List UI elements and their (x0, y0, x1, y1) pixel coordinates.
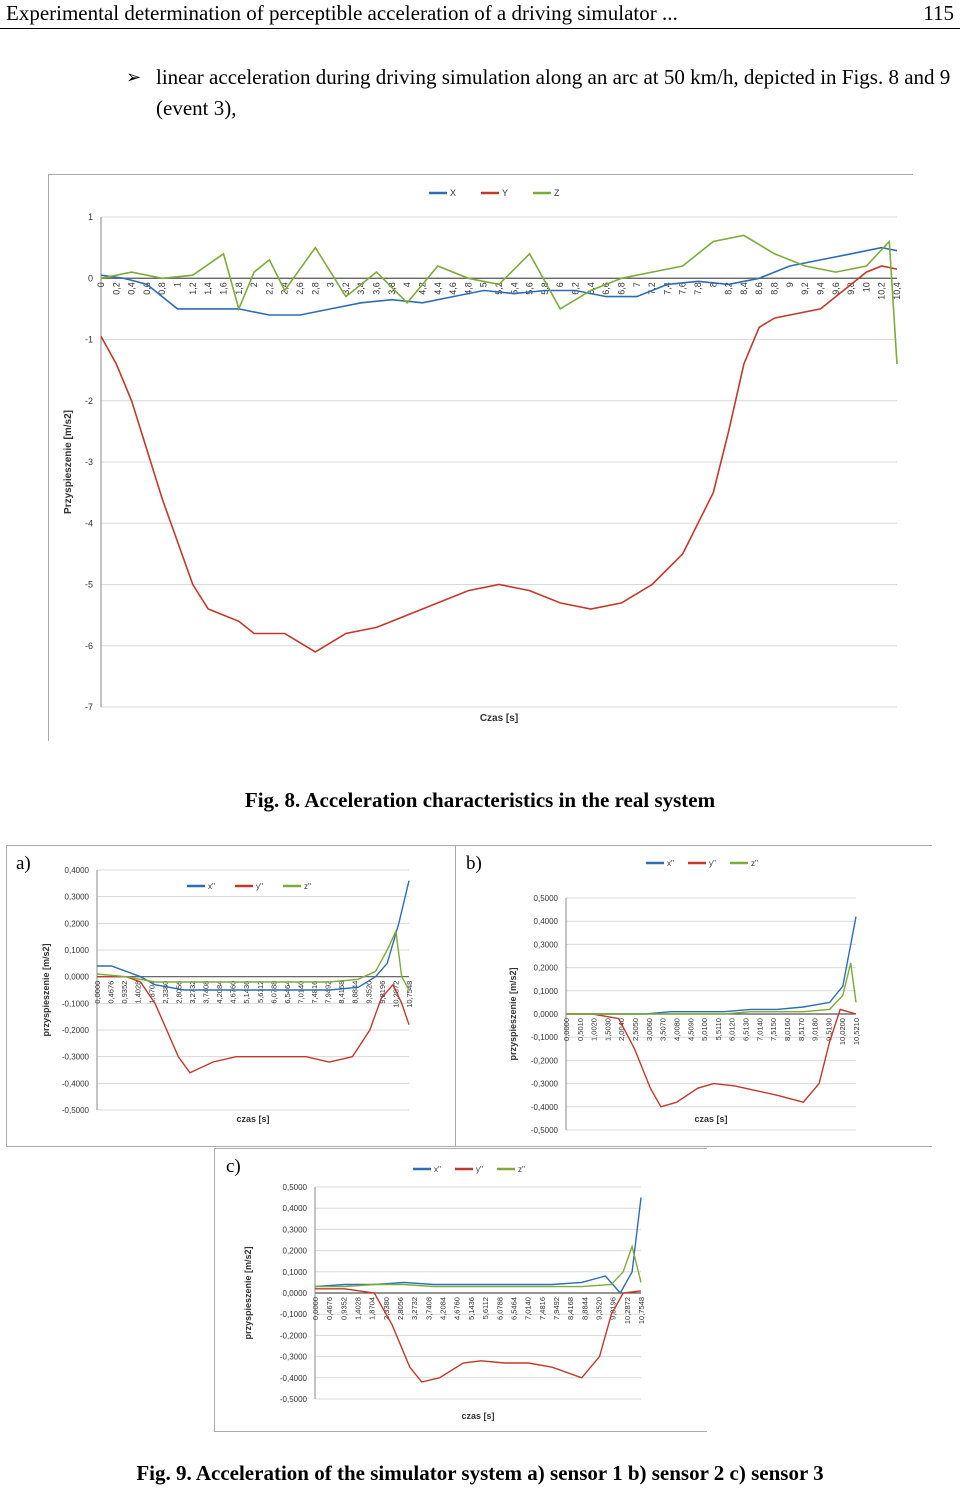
fig9b-x-tick-label: 5,0100 (700, 1018, 710, 1041)
fig9c-x-tick-label: 4,6760 (452, 1297, 462, 1320)
fig8-x-tick-label: 4,8 (463, 282, 474, 295)
fig8-x-tick-label: 6,8 (616, 282, 627, 295)
fig8-x-tick-label: 3,6 (371, 282, 382, 295)
fig9a-x-tick-label: 9,8196 (377, 980, 387, 1004)
fig9b-x-tick-label: 9,0180 (810, 1018, 820, 1041)
page-number: 115 (923, 1, 954, 25)
fig9a-x-tick-label: 3,2732 (187, 980, 197, 1004)
fig9b-y-tick-label: 0,1000 (533, 986, 558, 996)
panel-label-a: a) (16, 853, 31, 874)
fig9b-x-tick-label: 0,0000 (562, 1018, 571, 1041)
fig9c-x-tick-label: 4,2084 (438, 1297, 448, 1320)
panel-label-b: b) (466, 853, 482, 874)
fig8-x-tick-label: 8,8 (769, 282, 780, 295)
fig9c-x-tick-label: 6,5464 (509, 1297, 519, 1320)
fig9a-y-tick-label: 0,1000 (64, 946, 89, 955)
fig9a-series-y-line (97, 977, 409, 1073)
fig9a-y-tick-label: -0,2000 (61, 1026, 89, 1035)
fig8-y-tick-label: -2 (84, 395, 93, 406)
fig8-x-tick-label: 10,2 (876, 282, 887, 300)
fig9b-x-tick-label: 3,0060 (644, 1018, 654, 1041)
figure-9b (455, 845, 932, 1147)
fig8-x-tick-label: 1,8 (233, 282, 244, 295)
fig9c-legend-label: x'' (434, 1165, 442, 1174)
fig8-x-tick-label: 9,2 (800, 282, 811, 295)
fig9b-series-x-line (566, 917, 856, 1014)
fig8-series-y-line (101, 266, 897, 652)
fig9b-y-tick-label: -0,5000 (530, 1126, 558, 1135)
fig8-x-tick-label: 3 (325, 282, 336, 288)
running-title: Experimental determination of perceptible acceleration of a driving simulator ... (6, 1, 678, 25)
fig9a-x-tick-label: 4,2084 (215, 980, 225, 1004)
fig8-x-tick-label: 9,6 (830, 282, 841, 295)
bullet-item (126, 62, 956, 124)
fig8-x-tick-label: 1,4 (203, 282, 214, 295)
fig9a-x-tick-label: 6,0788 (269, 980, 279, 1004)
fig9b-y-axis-title: przyspieszenie [m/s2] (508, 967, 518, 1061)
fig9c-x-tick-label: 1,8704 (367, 1297, 377, 1320)
fig8-x-tick-label: 0 (96, 282, 106, 288)
fig9a-x-tick-label: 3,7408 (201, 980, 211, 1004)
fig8-x-axis-title: Czas [s] (479, 713, 519, 724)
fig9c-x-tick-label: 6,0788 (495, 1297, 505, 1320)
fig8-x-tick-label: 5,8 (539, 282, 550, 295)
fig9c-y-tick-label: -0,3000 (279, 1352, 307, 1362)
fig9c-x-tick-label: 0,9352 (339, 1297, 349, 1320)
fig9a-legend-label: z'' (304, 882, 312, 891)
fig9c-legend-label: y'' (476, 1165, 484, 1174)
fig8-x-tick-label: 7,4 (662, 282, 673, 295)
fig9b-y-tick-label: -0,1000 (530, 1033, 558, 1043)
fig8-x-tick-label: 7,2 (647, 282, 658, 295)
fig9b-x-tick-label: 7,5150 (769, 1018, 779, 1041)
fig9c-y-tick-label: 0,4000 (282, 1204, 307, 1214)
fig9a-x-tick-label: 0,9352 (120, 980, 130, 1004)
fig8-y-tick-label: -6 (84, 640, 93, 651)
fig9c-legend-label: z'' (518, 1165, 526, 1174)
fig8-x-tick-label: 2,8 (310, 282, 321, 295)
fig9c-series-x-line (315, 1198, 641, 1293)
fig8-x-tick-label: 4,2 (417, 282, 428, 295)
fig8-x-tick-label: 7,6 (677, 282, 688, 295)
fig9a-x-axis-title: czas [s] (236, 1114, 270, 1124)
fig9a-x-tick-label: 7,4816 (310, 980, 320, 1004)
fig8-x-tick-label: 4,6 (448, 282, 459, 295)
fig8-x-tick-label: 0,4 (126, 282, 137, 295)
fig9b-legend-label: z'' (751, 859, 759, 868)
figure-9c-chart (215, 1149, 707, 1431)
fig8-x-tick-label: 2 (249, 282, 260, 288)
fig9a-y-tick-label: 0,3000 (64, 892, 89, 902)
fig8-x-tick-label: 10 (861, 282, 872, 293)
fig8-x-tick-label: 7,8 (693, 282, 703, 295)
fig9c-x-tick-label: 7,0140 (523, 1297, 533, 1320)
fig9a-y-tick-label: 0,4000 (64, 866, 89, 875)
fig8-x-tick-label: 8,4 (738, 282, 749, 295)
fig9a-x-tick-label: 4,6760 (228, 980, 238, 1004)
fig9c-x-tick-label: 3,2732 (410, 1297, 420, 1320)
fig9a-y-tick-label: -0,4000 (61, 1079, 89, 1089)
fig9a-x-tick-label: 0,0000 (93, 980, 102, 1004)
figure-8-chart (49, 175, 913, 741)
fig8-x-tick-label: 6 (555, 282, 566, 288)
figure-9a-chart (7, 846, 455, 1146)
fig9b-x-tick-label: 6,5130 (741, 1018, 751, 1041)
fig8-x-tick-label: 1 (172, 282, 183, 288)
fig8-x-tick-label: 5,6 (524, 282, 535, 295)
fig8-x-tick-label: 9,4 (815, 282, 826, 295)
fig9c-y-tick-label: 0,3000 (282, 1225, 307, 1235)
fig8-x-tick-label: 7 (631, 282, 642, 288)
fig8-x-tick-label: 8,6 (754, 282, 765, 295)
fig9c-y-tick-label: 0,5000 (282, 1183, 307, 1192)
fig9b-y-tick-label: -0,2000 (530, 1056, 558, 1066)
fig8-y-tick-label: -1 (84, 334, 93, 345)
fig8-x-tick-label: 8 (708, 282, 719, 288)
fig9a-x-tick-label: 2,3380 (160, 980, 170, 1004)
fig8-y-tick-label: -3 (84, 457, 93, 467)
fig8-x-tick-label: 6,2 (570, 282, 581, 295)
fig9b-x-tick-label: 4,0080 (672, 1018, 682, 1041)
fig9a-x-tick-label: 5,1436 (242, 980, 252, 1004)
figure-9a (6, 845, 456, 1147)
fig9b-y-tick-label: 0,2000 (533, 963, 558, 973)
fig9b-y-tick-label: 0,5000 (533, 894, 558, 903)
fig9c-x-tick-label: 0,0000 (311, 1297, 320, 1320)
fig9a-series-z-line (97, 931, 409, 990)
fig9b-x-tick-label: 1,5030 (603, 1018, 613, 1041)
fig9b-y-tick-label: -0,4000 (530, 1102, 558, 1112)
fig9b-y-tick-label: 0,4000 (533, 917, 558, 927)
fig9a-x-tick-label: 0,4676 (106, 980, 116, 1004)
fig9b-x-tick-label: 9,5190 (824, 1018, 834, 1041)
fig9c-x-tick-label: 0,4676 (325, 1297, 335, 1320)
running-head (0, 0, 960, 29)
fig8-x-tick-label: 1,6 (218, 282, 229, 295)
fig8-series-z-line (101, 235, 897, 364)
fig9b-x-tick-label: 10,0200 (838, 1018, 848, 1046)
fig9c-y-tick-label: 0,2000 (282, 1246, 307, 1256)
fig9c-x-tick-label: 2,3380 (381, 1297, 391, 1320)
fig9c-y-axis-title: przyspieszenie [m/s2] (243, 1246, 253, 1340)
fig9c-x-tick-label: 3,7408 (424, 1297, 434, 1320)
fig8-x-tick-label: 5,4 (509, 282, 520, 295)
fig8-series-x-line (101, 248, 897, 315)
fig9c-x-tick-label: 10,2872 (622, 1297, 632, 1325)
fig9c-y-tick-label: -0,5000 (279, 1395, 307, 1404)
fig9c-x-tick-label: 2,8056 (396, 1297, 406, 1320)
fig9a-x-tick-label: 7,0140 (296, 980, 306, 1004)
fig9b-x-tick-label: 1,0020 (589, 1018, 599, 1041)
fig8-x-tick-label: 2,6 (295, 282, 305, 295)
fig9b-x-tick-label: 8,5170 (796, 1018, 806, 1041)
fig9a-x-tick-label: 7,9492 (323, 980, 333, 1004)
fig8-x-tick-label: 1,2 (187, 282, 198, 295)
figure-8-caption: Fig. 8. Acceleration characteristics in the real system (244, 788, 716, 812)
fig9c-x-tick-label: 9,3520 (594, 1297, 604, 1320)
bullet-text: linear acceleration during driving simulation along an arc at 50 km/h, depicted in Figs. 8 and 9 (event 3), (156, 65, 951, 120)
panel-label-c: c) (226, 1156, 241, 1177)
fig8-x-tick-label: 2,2 (264, 282, 275, 295)
fig9b-x-tick-label: 7,0140 (755, 1018, 765, 1041)
fig9b-legend-label: x'' (667, 859, 675, 868)
fig9b-x-tick-label: 6,0120 (727, 1018, 737, 1041)
fig8-x-tick-label: 10,4 (892, 282, 902, 300)
fig9c-y-tick-label: 0,0000 (282, 1289, 307, 1298)
fig9b-x-tick-label: 5,5110 (713, 1018, 723, 1041)
fig9a-legend-label: y'' (256, 882, 264, 891)
fig8-x-tick-label: 9,8 (846, 282, 857, 295)
figure-9c (214, 1148, 707, 1432)
fig9c-x-tick-label: 5,1436 (466, 1297, 476, 1320)
fig9a-y-axis-title: przyspieszenie [m/s2] (41, 943, 51, 1037)
figure-8 (48, 174, 913, 741)
fig8-legend-label: X (450, 188, 457, 198)
fig9a-x-tick-label: 6,5464 (282, 980, 292, 1004)
fig8-x-tick-label: 2,4 (279, 282, 290, 295)
fig9c-x-tick-label: 8,4168 (566, 1297, 576, 1320)
fig8-legend-label: Y (502, 188, 509, 198)
fig8-x-tick-label: 4 (402, 282, 413, 288)
figure-9b-chart (456, 846, 932, 1146)
fig9a-y-tick-label: 0,2000 (64, 919, 89, 929)
fig8-x-tick-label: 6,4 (585, 282, 596, 295)
fig8-x-tick-label: 6,6 (601, 282, 612, 295)
fig9a-y-tick-label: 0,0000 (64, 972, 89, 982)
fig9b-legend-label: y'' (709, 859, 717, 868)
fig9b-x-tick-label: 2,0040 (617, 1018, 627, 1041)
fig9c-series-z-line (315, 1246, 641, 1286)
fig9a-x-tick-label: 8,8844 (350, 980, 360, 1004)
fig9c-x-tick-label: 7,9492 (551, 1297, 561, 1320)
fig9b-x-tick-label: 3,5070 (658, 1018, 668, 1041)
fig9b-x-tick-label: 2,5050 (631, 1018, 641, 1041)
fig9a-x-tick-label: 1,8704 (147, 980, 157, 1004)
fig9a-x-tick-label: 9,3520 (364, 980, 374, 1004)
fig9a-x-tick-label: 5,6112 (255, 980, 265, 1004)
fig9c-y-tick-label: -0,2000 (279, 1331, 307, 1341)
fig8-x-tick-label: 5,2 (494, 282, 504, 295)
figure-9-caption: Fig. 9. Acceleration of the simulator system a) sensor 1 b) sensor 2 c) sensor 3 (136, 1461, 824, 1485)
fig9b-series-z-line (566, 963, 856, 1014)
fig9c-x-tick-label: 7,4816 (537, 1297, 547, 1320)
fig9a-y-tick-label: -0,5000 (61, 1106, 89, 1115)
fig9b-x-tick-label: 8,0160 (782, 1018, 792, 1041)
fig9b-x-tick-label: 4,5090 (686, 1018, 696, 1041)
fig8-y-tick-label: 1 (87, 212, 93, 222)
fig9a-x-tick-label: 10,7548 (405, 980, 414, 1008)
fig9a-x-tick-label: 2,8056 (174, 980, 184, 1004)
fig9a-y-tick-label: -0,3000 (61, 1052, 89, 1062)
fig9c-x-tick-label: 5,6112 (481, 1297, 491, 1320)
fig9c-y-tick-label: -0,1000 (279, 1310, 307, 1320)
fig9c-y-tick-label: -0,4000 (279, 1373, 307, 1383)
fig8-y-tick-label: -7 (84, 702, 93, 712)
fig8-x-tick-label: 5 (478, 282, 489, 288)
fig8-y-axis-title: Przyspieszenie [m/s2] (63, 410, 74, 514)
fig9b-x-tick-label: 0,5010 (575, 1018, 585, 1041)
fig8-y-tick-label: -5 (84, 579, 93, 590)
fig8-x-tick-label: 0,8 (157, 282, 168, 295)
fig9a-x-tick-label: 10,2872 (391, 980, 401, 1008)
fig8-legend-label: Z (554, 188, 560, 198)
fig8-x-tick-label: 3,2 (340, 282, 351, 295)
fig9b-x-axis-title: czas [s] (694, 1114, 728, 1124)
fig8-y-tick-label: -4 (84, 518, 93, 529)
fig8-x-tick-label: 8,2 (723, 282, 734, 295)
fig8-x-tick-label: 3,8 (386, 282, 397, 295)
fig9c-y-tick-label: 0,1000 (282, 1267, 307, 1277)
fig9b-y-tick-label: -0,3000 (530, 1079, 558, 1089)
fig8-x-tick-label: 4,4 (432, 282, 443, 295)
fig9b-x-tick-label: 10,5210 (852, 1018, 861, 1046)
fig9b-y-tick-label: 0,3000 (533, 940, 558, 950)
fig9a-x-tick-label: 8,4168 (337, 980, 347, 1004)
fig9c-x-tick-label: 1,4028 (353, 1297, 363, 1320)
fig9a-x-tick-label: 1,4028 (133, 980, 143, 1004)
fig9c-x-tick-label: 10,7548 (637, 1297, 646, 1325)
fig9c-x-axis-title: czas [s] (461, 1411, 495, 1421)
fig8-x-tick-label: 0,6 (141, 282, 152, 295)
fig8-x-tick-label: 9 (784, 282, 795, 288)
fig9a-y-tick-label: -0,1000 (61, 999, 89, 1009)
fig8-x-tick-label: 3,4 (356, 282, 367, 295)
fig8-x-tick-label: 0,2 (111, 282, 122, 295)
fig9c-x-tick-label: 9,8196 (608, 1297, 618, 1320)
fig9b-y-tick-label: 0,0000 (533, 1010, 558, 1019)
fig8-y-tick-label: 0 (87, 273, 93, 284)
fig9a-legend-label: x'' (208, 882, 216, 891)
arrow-bullet-icon: ➢ (126, 67, 142, 87)
fig9c-x-tick-label: 8,8844 (580, 1297, 590, 1320)
